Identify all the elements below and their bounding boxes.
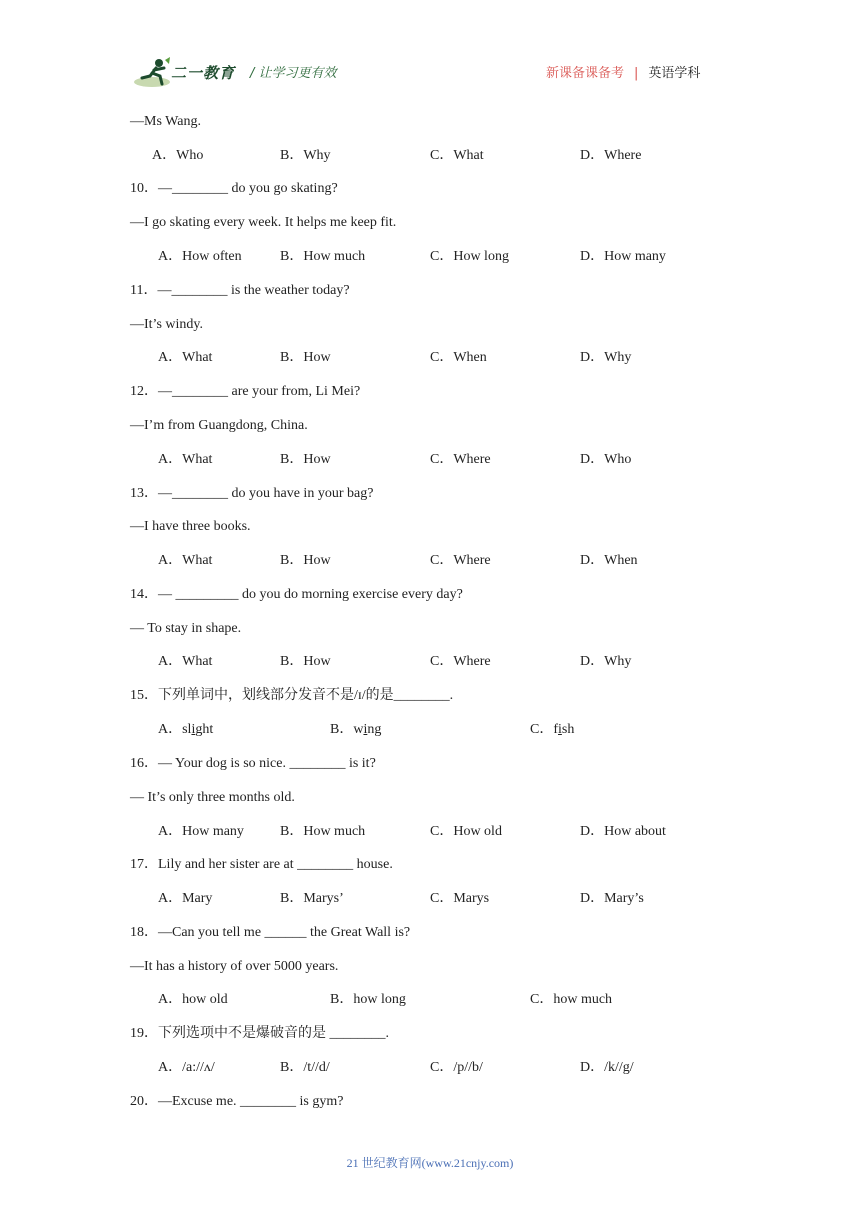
option-b: B．How: [280, 553, 331, 568]
option-a: A．Mary: [158, 891, 213, 906]
option-a: A．How often: [158, 249, 242, 264]
question-11: 11．—________ is the weather today?: [130, 283, 350, 298]
option-d: D．/k//g/: [580, 1060, 634, 1075]
slogan: / 让学习更有效: [250, 66, 337, 81]
question-20: 20．—Excuse me. ________ is gym?: [130, 1094, 344, 1109]
option-a: A．/a://ʌ/: [158, 1060, 215, 1075]
option-c: C．/p//b/: [430, 1060, 483, 1075]
option-c: C．Where: [430, 452, 491, 467]
option-b: B．/t//d/: [280, 1060, 330, 1075]
question-15: 15．下列单词中，划线部分发音不是/ɪ/的是________.: [130, 688, 454, 703]
option-c: C．Where: [430, 654, 491, 669]
option-a: A．What: [158, 452, 213, 467]
option-b: B．How much: [280, 824, 366, 839]
answer-line: — It’s only three months old.: [130, 790, 295, 805]
option-a: A．Who: [152, 148, 204, 163]
question-12: 12．—________ are your from, Li Mei?: [130, 384, 361, 399]
header-separator: |: [634, 66, 639, 81]
answer-line: —I’m from Guangdong, China.: [130, 418, 308, 433]
answer-line: —It has a history of over 5000 years.: [130, 959, 339, 974]
option-c: C．Marys: [430, 891, 490, 906]
option-c: C．Where: [430, 553, 491, 568]
page-footer: 21 世纪教育网(www.21cnjy.com): [346, 1156, 514, 1170]
option-b: B．How: [280, 654, 331, 669]
question-14: 14．— _________ do you do morning exercise every day?: [130, 587, 463, 602]
option-b: B．How: [280, 350, 331, 365]
header-right: [546, 62, 700, 81]
option-d: D．Where: [580, 148, 642, 163]
option-suffix: sh: [561, 722, 575, 737]
answer-line: —I have three books.: [130, 519, 251, 534]
option-a: [158, 720, 213, 740]
underlined-letter: i: [558, 722, 562, 737]
answer-line: —Ms Wang.: [130, 114, 201, 129]
option-d: D．Who: [580, 452, 632, 467]
option-b: B．How much: [280, 249, 366, 264]
option-b: [330, 720, 381, 740]
question-18: 18．—Can you tell me ______ the Great Wall is?: [130, 925, 411, 940]
option-b: B．Marys’: [280, 891, 344, 906]
option-suffix: ng: [367, 722, 382, 737]
question-16: 16．— Your dog is so nice. ________ is it?: [130, 756, 376, 771]
logo-text: 二一教育: [171, 64, 236, 82]
underlined-letter: i: [363, 722, 368, 737]
subject-label: 英语学科: [648, 66, 701, 81]
question-19: 19．下列选项中不是爆破音的是 ________.: [130, 1026, 389, 1041]
option-b: B．Why: [280, 148, 331, 163]
option-c: C．What: [430, 148, 484, 163]
option-suffix: ght: [195, 722, 214, 737]
answer-line: — To stay in shape.: [130, 621, 242, 636]
option-a: A．What: [158, 350, 213, 365]
option-c: C．How long: [430, 249, 509, 264]
page-header: [0, 0, 860, 100]
option-prefix: B．w: [330, 722, 364, 737]
option-d: D．How many: [580, 249, 666, 264]
brand-label: 新课备课备考: [546, 66, 625, 81]
option-c: [530, 720, 574, 740]
option-a: A．What: [158, 553, 213, 568]
option-b: B．how long: [330, 992, 406, 1007]
option-b: B．How: [280, 452, 331, 467]
option-a: A．How many: [158, 824, 244, 839]
option-prefix: C．f: [530, 722, 558, 737]
option-a: A．how old: [158, 992, 228, 1007]
option-d: D．How about: [580, 824, 666, 839]
option-d: D．Why: [580, 350, 632, 365]
option-prefix: A．sl: [158, 722, 192, 737]
option-c: C．How old: [430, 824, 502, 839]
option-d: D．When: [580, 553, 638, 568]
underlined-letter: i: [191, 722, 196, 737]
option-d: D．Why: [580, 654, 632, 669]
option-a: A．What: [158, 654, 213, 669]
question-17: 17．Lily and her sister are at ________ house.: [130, 857, 393, 872]
option-d: D．Mary’s: [580, 891, 644, 906]
answer-line: —It’s windy.: [130, 317, 203, 332]
option-c: C．how much: [530, 992, 613, 1007]
option-c: C．When: [430, 350, 487, 365]
question-10: 10．—________ do you go skating?: [130, 181, 338, 196]
question-13: 13．—________ do you have in your bag?: [130, 486, 374, 501]
answer-line: —I go skating every week. It helps me keep fit.: [130, 215, 397, 230]
